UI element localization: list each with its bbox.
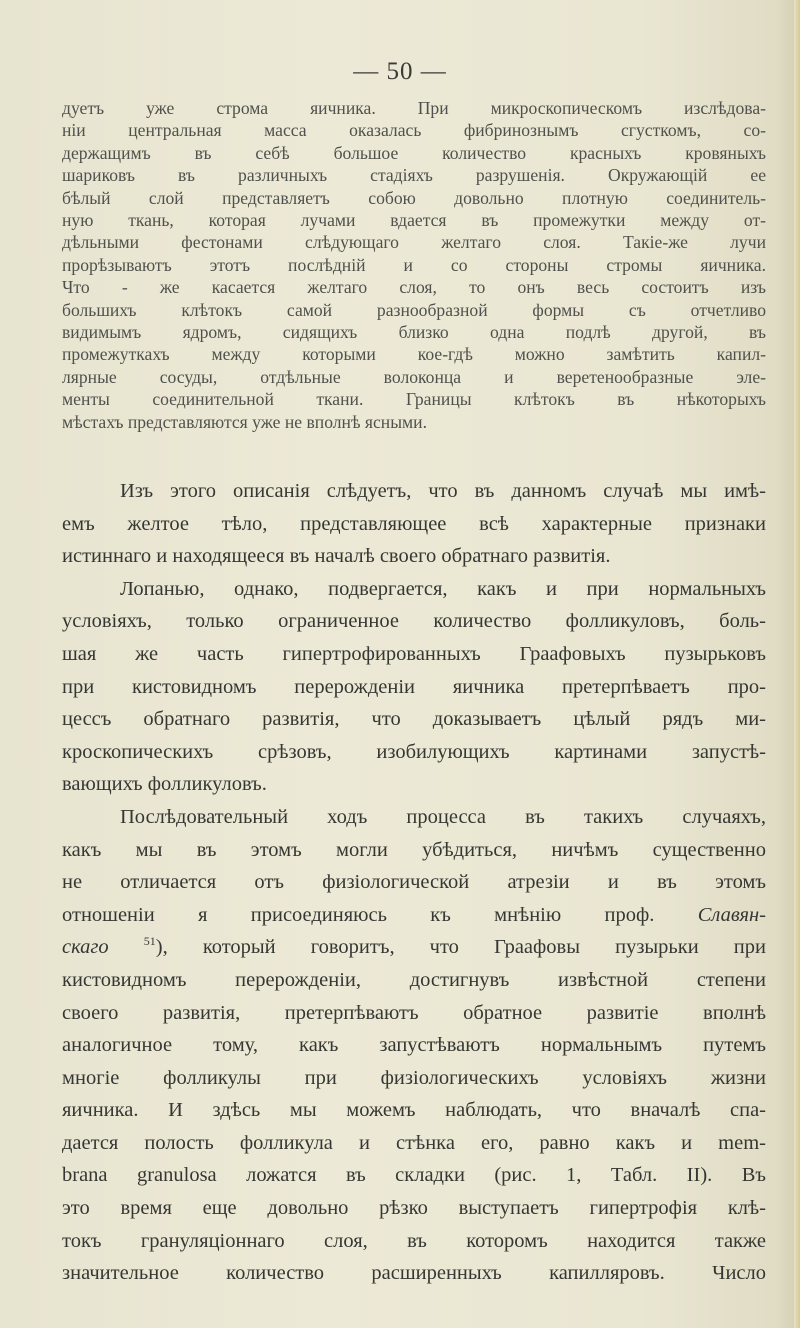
author-name-italic: Славян- (697, 903, 766, 926)
text-line: промежуткахъ между которыми кое-гдѣ можно замѣтить капил- (62, 344, 766, 365)
text-line: Что - же касается желтаго слоя, то онъ весь состоитъ изъ (62, 277, 766, 298)
text-line: своего развитія, претерпѣваютъ обратное развитіе вполнѣ (62, 1001, 766, 1024)
text-line: ную ткань, которая лучами вдается въ промежутки между от- (62, 210, 766, 231)
text-line (62, 899, 766, 932)
text-line: кистовидномъ перерожденіи, достигнувъ извѣстной степени (62, 968, 766, 991)
page-edge (794, 0, 800, 1328)
text-line: brana granulosa ложатся въ складки (рис. 1, Табл. II). Въ (62, 1164, 766, 1187)
text-line: какъ мы въ этомъ могли убѣдиться, ничѣмъ существенно (62, 838, 766, 861)
text-line: держащимъ въ себѣ большое количество красныхъ кровяныхъ (62, 142, 766, 163)
text-line: Лопанью, однако, подвергается, какъ и при нормальныхъ (120, 577, 766, 600)
text-line: лярные сосуды, отдѣльные волоконца и веретенообразные эле- (62, 366, 766, 387)
text-line: яичника. И здѣсь мы можемъ наблюдать, что вначалѣ спа- (62, 1099, 766, 1122)
text-line: при кистовидномъ перерожденіи яичника претерпѣваетъ про- (62, 675, 766, 698)
text-fragment: отношеніи я присоединяюсь къ мнѣнію проф. (62, 903, 655, 926)
text-line: кроскопическихъ срѣзовъ, изобилующихъ картинами запустѣ- (62, 740, 766, 763)
text-line: дѣльными фестонами слѣдующаго желтаго слоя. Такіе-же лучи (62, 232, 766, 253)
footnote-reference: 51 (143, 934, 156, 949)
text-line: большихъ клѣтокъ самой разнообразной формы съ отчетливо (62, 299, 766, 320)
text-line: шариковъ въ различныхъ стадіяхъ разрушенія. Окружающій ее (62, 165, 766, 186)
text-line: условіяхъ, только ограниченное количество фолликуловъ, боль- (62, 610, 766, 633)
author-name-italic: скаго (62, 936, 109, 959)
text-line: прорѣзываютъ этотъ послѣдній и со стороны стромы яичника. (62, 254, 766, 275)
text-line: это время еще довольно рѣзко выступаетъ гипертрофія клѣ- (62, 1197, 766, 1220)
text-line: емъ желтое тѣло, представляющее всѣ характерные признаки (62, 512, 766, 535)
text-line: аналогичное тому, какъ запустѣваютъ нормальнымъ путемъ (62, 1034, 766, 1057)
text-line: бѣлый слой представляетъ собою довольно плотную соединитель- (62, 187, 766, 208)
text-line: менты соединительной ткани. Границы клѣтокъ въ нѣкоторыхъ (62, 389, 766, 410)
text-line: видимымъ ядромъ, сидящихъ близко одна подлѣ другой, въ (62, 322, 766, 343)
text-line: цессъ обратнаго развитія, что доказываетъ цѣлый рядъ ми- (62, 708, 766, 731)
text-line: многіе фолликулы при физіологическихъ условіяхъ жизни (62, 1066, 766, 1089)
text-line: ніи центральная масса оказалась фибринознымъ сгусткомъ, со- (62, 120, 766, 141)
page-number: — 50 — (353, 58, 447, 85)
text-line: шая же часть гипертрофированныхъ Граафовыхъ пузырьковъ (62, 642, 766, 665)
main-text (62, 475, 766, 1290)
text-line: значительное количество расширенныхъ капилляровъ. Число (62, 1262, 766, 1285)
text-line: вающихъ фолликуловъ. (62, 773, 267, 796)
text-line: не отличается отъ физіологической атрезіи и въ этомъ (62, 871, 766, 894)
text-line: мѣстахъ представляются уже не вполнѣ ясными. (62, 411, 427, 432)
text-line: Изъ этого описанія слѣдуетъ, что въ данномъ случаѣ мы имѣ- (120, 480, 766, 502)
text-fragment: ), который говоритъ, что Граафовы пузырьки при (155, 936, 766, 959)
text-line: дуетъ уже строма яичника. При микроскопическомъ изслѣдова- (62, 98, 766, 118)
text-line: Послѣдовательный ходъ процесса въ такихъ случаяхъ, (120, 805, 766, 828)
text-line (62, 931, 766, 964)
text-line: истиннаго и находящееся въ началѣ своего обратнаго развитія. (62, 545, 611, 568)
text-line: токъ грануляціоннаго слоя, въ которомъ находится также (62, 1229, 766, 1252)
text-line: дается полость фолликула и стѣнка его, равно какъ и mem- (62, 1131, 766, 1154)
small-print-paragraph (62, 97, 766, 433)
